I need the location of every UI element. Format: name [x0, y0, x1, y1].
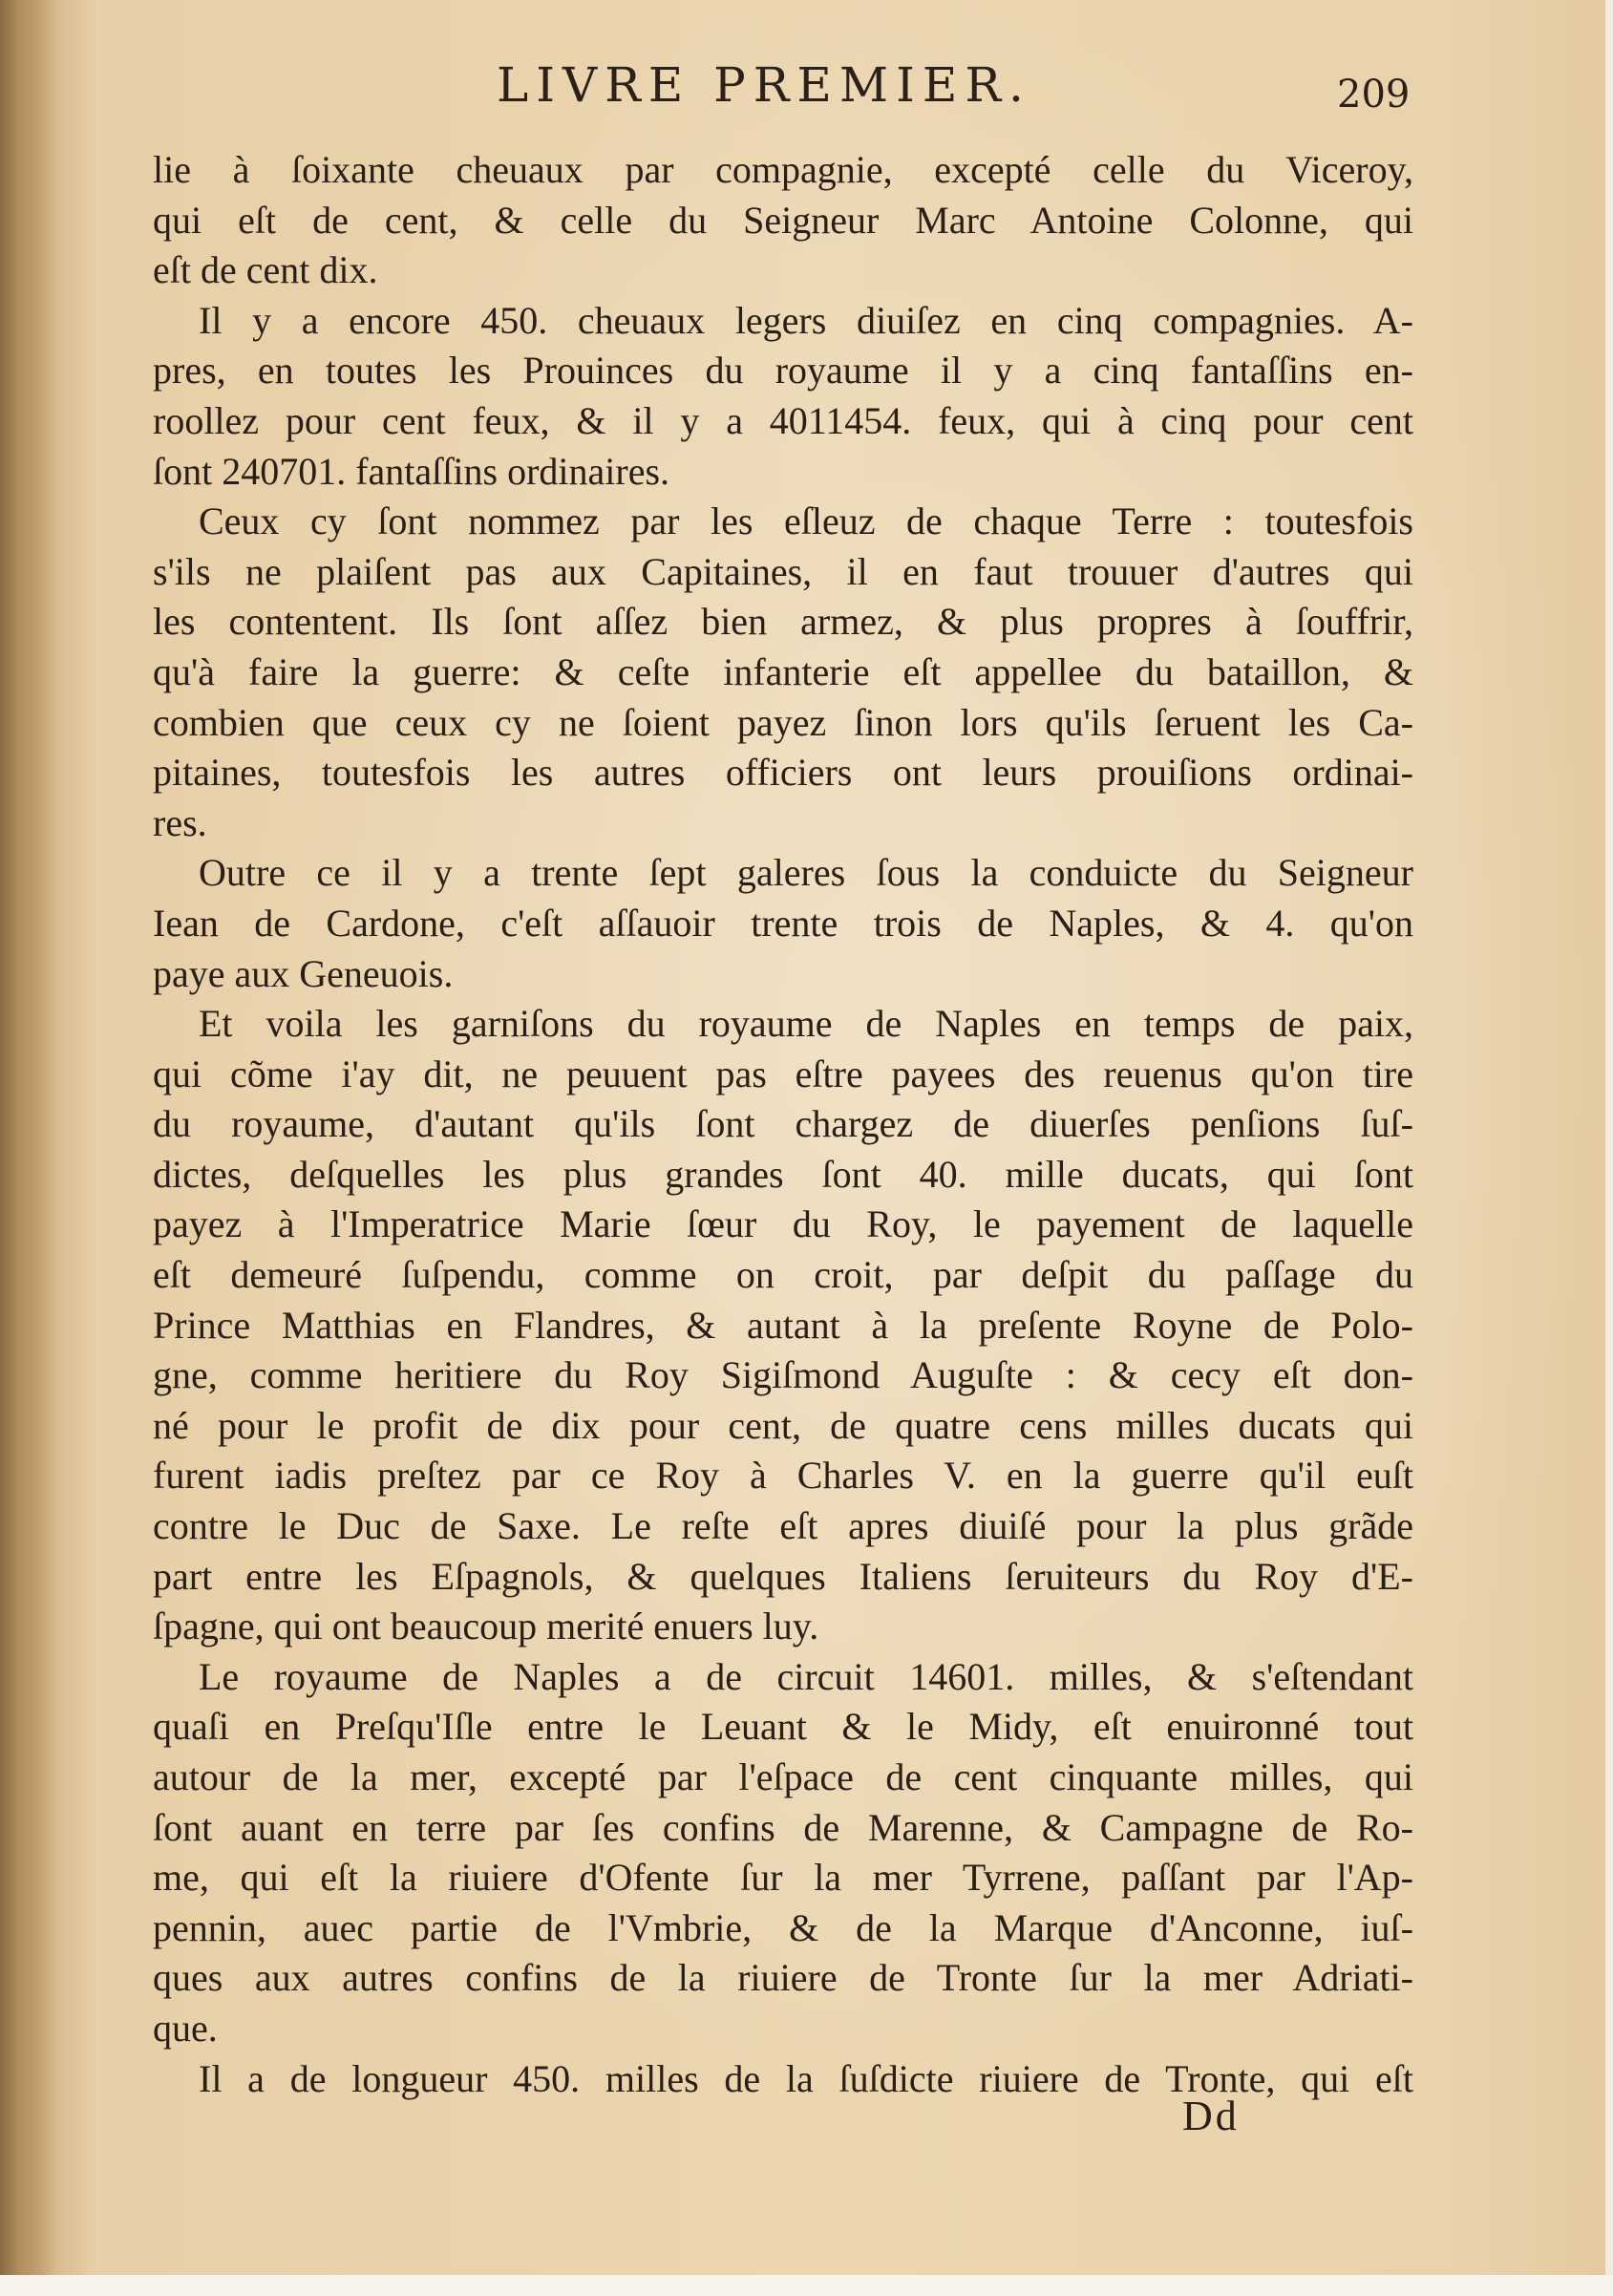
text-line: que. [153, 2006, 218, 2050]
text-line: pennin, auec partie de l'Vmbrie, & de la Marque d'Anconne, iuſ- [153, 1905, 1413, 1949]
text-line: Il a de longueur 450. milles de la ſuſdicte riuiere de Tronte, qui eſt [199, 2056, 1413, 2100]
text-line: roollez pour cent feux, & il y a 4011454. feux, qui à cinq pour cent [153, 398, 1413, 442]
text-line: pitaines, toutesfois les autres officiers ont leurs prouiſions ordinai- [153, 751, 1413, 795]
text-line: combien que ceux cy ne ſoient payez ſinon lors qu'ils ſeruent les Ca- [153, 700, 1413, 744]
text-line: paye aux Geneuois. [153, 951, 454, 995]
text-line: Ceux cy ſont nommez par les eſleuz de chaque Terre : toutesfois [199, 500, 1413, 543]
text-line: pres, en toutes les Prouinces du royaume il y a cinq fantaſſins en- [153, 349, 1413, 393]
text-line: Le royaume de Naples a de circuit 14601. milles, & s'eſtendant [199, 1654, 1413, 1698]
text-line: Iean de Cardone, c'eſt aſſauoir trente trois de Naples, & 4. qu'on [153, 901, 1413, 945]
text-line: les contentent. Ils ſont aſſez bien armez, & plus propres à ſouffrir, [153, 600, 1413, 644]
text-line: Prince Matthias en Flandres, & autant à la preſente Royne de Polo- [153, 1303, 1413, 1347]
page-right-edge [1605, 0, 1613, 2296]
text-line: eſt demeuré ſuſpendu, comme on croit, par deſpit du paſſage du [153, 1253, 1413, 1297]
text-line: ques aux autres confins de la riuiere de Tronte ſur la mer Adriati- [153, 1956, 1413, 2000]
text-line: ſpagne, qui ont beaucoup merité enuers luy. [153, 1605, 819, 1648]
text-line: s'ils ne plaiſent pas aux Capitaines, il en faut trouuer d'autres qui [153, 549, 1413, 593]
text-line: lie à ſoixante cheuaux par compagnie, excepté celle du Viceroy, [153, 148, 1413, 191]
text-line: ſont auant en terre par ſes confins de Marenne, & Campagne de Ro- [153, 1805, 1413, 1849]
text-line: du royaume, d'autant qu'ils ſont chargez de diuerſes penſions ſuſ- [153, 1102, 1413, 1146]
text-line: qu'à faire la guerre: & ceſte infanterie eſt appellee du bataillon, & [153, 649, 1413, 693]
text-line: qui eſt de cent, & celle du Seigneur Marc Antoine Colonne, qui [153, 198, 1413, 242]
page-number: 209 [1337, 73, 1411, 117]
text-line: né pour le profit de dix pour cent, de quatre cens milles ducats qui [153, 1403, 1413, 1447]
text-line: eſt de cent dix. [153, 248, 378, 292]
page-spine-shadow [0, 0, 57, 2296]
text-line: Et voila les garniſons du royaume de Naples en temps de paix, [199, 1002, 1413, 1046]
text-line: Outre ce il y a trente ſept galeres ſous la conduicte du Seigneur [199, 851, 1413, 895]
text-line: furent iadis preſtez par ce Roy à Charles V. en la guerre qu'il euſt [153, 1454, 1413, 1498]
page-bottom-edge [0, 2275, 1613, 2296]
running-title: LIVRE PREMIER. [497, 57, 1031, 113]
text-line: payez à l'Imperatrice Marie ſœur du Roy, le payement de laquelle [153, 1202, 1413, 1246]
signature-mark: Dd [1182, 2093, 1240, 2139]
text-line: res. [153, 800, 207, 844]
text-line: ſont 240701. fantaſſins ordinaires. [153, 449, 670, 493]
text-line: me, qui eſt la riuiere d'Ofente ſur la mer Tyrrene, paſſant par l'Ap- [153, 1856, 1413, 1900]
text-line: quaſi en Preſqu'Iſle entre le Leuant & le Midy, eſt enuironné tout [153, 1705, 1413, 1749]
body-text [153, 145, 1413, 2104]
text-line: part entre les Eſpagnols, & quelques Italiens ſeruiteurs du Roy d'E- [153, 1554, 1413, 1598]
text-line: contre le Duc de Saxe. Le reſte eſt apres diuiſé pour la plus grãde [153, 1504, 1413, 1548]
text-line: Il y a encore 450. cheuaux legers diuiſez en cinq compagnies. A- [199, 298, 1413, 342]
text-line: gne, comme heritiere du Roy Sigiſmond Auguſte : & cecy eſt don- [153, 1353, 1413, 1397]
text-line: qui cõme i'ay dit, ne peuuent pas eſtre payees des reuenus qu'on tire [153, 1052, 1413, 1095]
text-line: autour de la mer, excepté par l'eſpace de cent cinquante milles, qui [153, 1755, 1413, 1798]
text-line: dictes, deſquelles les plus grandes ſont 40. mille ducats, qui ſont [153, 1152, 1413, 1196]
